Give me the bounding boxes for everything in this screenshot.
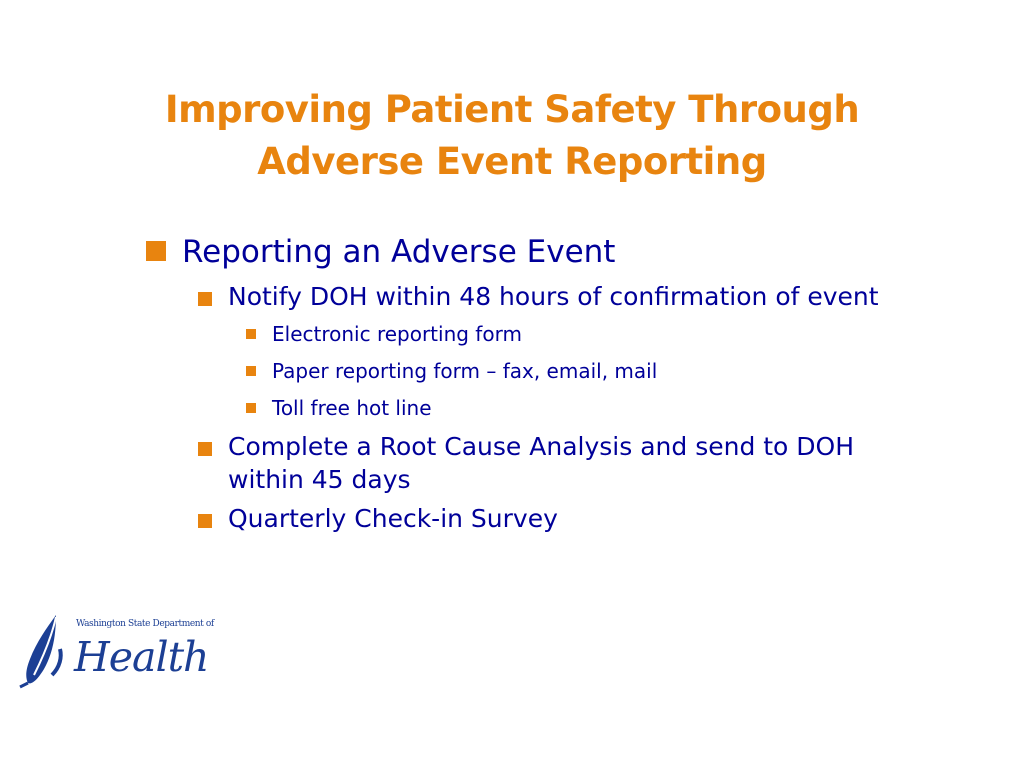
bullet-text: Electronic reporting form [272, 322, 522, 346]
list-item [198, 502, 936, 535]
bullet-text: Toll free hot line [272, 396, 432, 420]
feather-icon [16, 613, 76, 689]
list-item [146, 230, 936, 274]
square-bullet-icon [198, 292, 212, 306]
bullet-text: Notify DOH within 48 hours of confirmation of event [228, 282, 879, 311]
square-bullet-icon [146, 241, 166, 261]
doh-logo [16, 613, 214, 689]
bullet-text: Complete a Root Cause Analysis and send to DOH within 45 days [228, 432, 855, 494]
list-item [246, 355, 936, 387]
square-bullet-icon [198, 442, 212, 456]
square-bullet-icon [198, 514, 212, 528]
list-item [198, 280, 936, 313]
square-bullet-icon [246, 403, 256, 413]
square-bullet-icon [246, 366, 256, 376]
title-line-1: Improving Patient Safety Through [164, 88, 860, 131]
bullet-text: Reporting an Adverse Event [182, 234, 616, 270]
list-item [198, 430, 936, 496]
bullet-text: Paper reporting form – fax, email, mail [272, 359, 658, 383]
list-item [246, 318, 936, 350]
logo-health-text: Health [74, 633, 209, 681]
bullet-list [146, 230, 936, 535]
square-bullet-icon [246, 329, 256, 339]
title-line-2: Adverse Event Reporting [257, 140, 767, 183]
bullet-text: Quarterly Check-in Survey [228, 504, 558, 533]
list-item [246, 392, 936, 424]
logo-department-text: Washington State Department of [76, 619, 214, 629]
slide-title [112, 84, 912, 188]
